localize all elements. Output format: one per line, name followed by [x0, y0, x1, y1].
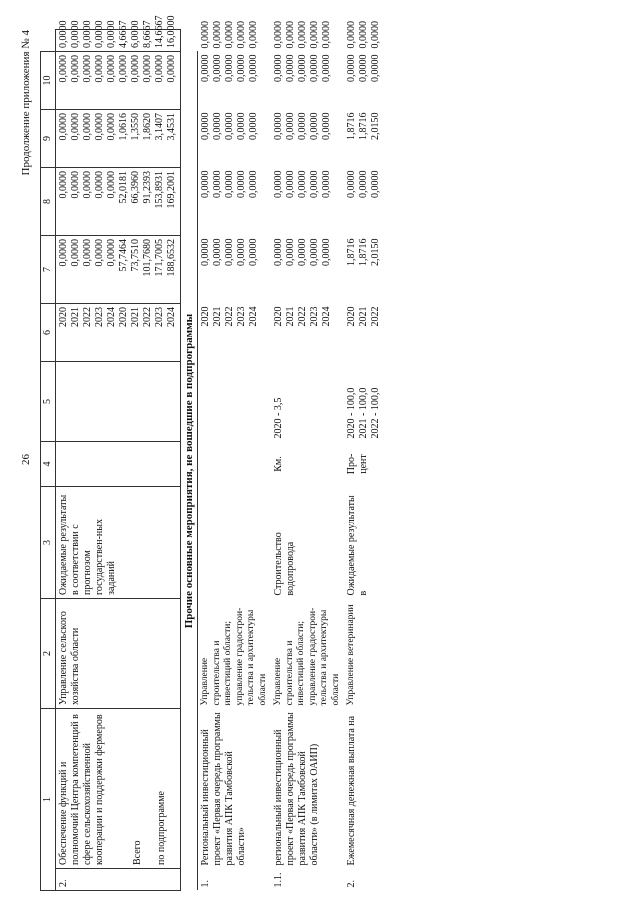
year: 2024	[321, 306, 332, 327]
value-cell: 0,0000	[82, 113, 93, 141]
value-cell: 0,0000	[248, 238, 259, 266]
value-cell: 1,0616	[118, 113, 129, 141]
value-cell: 0,0000	[94, 171, 105, 199]
page-number: 26	[20, 454, 32, 465]
value-cell: 0,0000	[285, 238, 296, 266]
federal-budget	[56, 168, 181, 236]
value-cell: 0,0000	[106, 171, 117, 199]
value-cell: 0,0000	[70, 55, 81, 83]
value-cell: 0,0000	[223, 21, 235, 49]
value-cell: 0,0000	[224, 54, 235, 82]
value-line: 2020 - 100,0	[346, 387, 357, 439]
col-header-2: 2	[41, 599, 56, 709]
value-cell: 0,0000	[58, 113, 69, 141]
value-cell: 0,0000	[346, 21, 357, 49]
value-cell: 0,0000	[321, 21, 332, 49]
value-cell: 0,0000	[212, 238, 223, 266]
year: 2020	[273, 306, 284, 327]
value-line: 2022 - 100,0	[370, 387, 381, 439]
col-header-4: 4	[41, 442, 56, 487]
value-cell: 0,0000	[346, 170, 357, 198]
value-cell: 0,0000	[248, 170, 259, 198]
executor: Управление строительства и инвестиций области; управление градострои-тельства и архитектуры области	[200, 607, 268, 706]
row-number: 1.	[200, 880, 211, 888]
value-cell: 0,0000	[142, 55, 153, 83]
unit	[56, 442, 181, 487]
year: 2021	[358, 306, 369, 327]
year: 2024	[106, 307, 117, 327]
total-label: Всего	[132, 840, 143, 865]
total-amount	[344, 236, 384, 304]
years	[56, 304, 181, 362]
value-cell: 0,0000	[200, 54, 211, 82]
value-cell: 0,0000	[297, 112, 308, 140]
year: 2023	[236, 306, 247, 327]
year: 2020	[200, 306, 211, 327]
value-cell: 0,0000	[273, 170, 284, 198]
year: 2021	[130, 307, 141, 327]
year: 2022	[370, 306, 381, 327]
value-cell: 171,7005	[154, 239, 165, 277]
measure-name: Обеспечение функций и полномочий Центра компетенций в сфере сельскохозяйственной кооперации и поддержки фермеров Всего по подпрограмме	[56, 709, 181, 869]
value-cell: 0,0000	[212, 54, 223, 82]
regional-budget	[344, 110, 384, 168]
value-cell: 0,0000	[236, 112, 247, 140]
col-header-5: 5	[41, 362, 56, 442]
value-cell: 0,0000	[211, 21, 223, 49]
indicator: Ожидаемые результаты в соответствии с прогнозом государствен-ных заданий	[56, 487, 181, 599]
value-cell: 0,0000	[106, 55, 117, 83]
value-cell: 0,0000	[297, 54, 308, 82]
value-cell: 1,8716	[346, 112, 357, 140]
col-header-8: 8	[41, 168, 56, 236]
value-cell: 101,7680	[142, 239, 153, 277]
value-cell: 0,0000	[247, 21, 259, 49]
federal-budget	[198, 168, 272, 236]
year: 2020	[58, 307, 69, 327]
local-budget	[271, 52, 344, 110]
value-cell: 0,0000	[58, 171, 69, 199]
value-cell: 3,4531	[166, 113, 177, 141]
value-cell: 0,0000	[236, 54, 247, 82]
regional-budget	[198, 110, 272, 168]
extrabudgetary	[344, 21, 384, 52]
executor: Управление строительства и инвестиций области; управление градострои-тельства и архитектуры области	[273, 607, 341, 706]
value-cell: 0,0000	[224, 238, 235, 266]
row-number: 2.	[56, 869, 181, 891]
value-cell: 0,0000	[154, 55, 165, 83]
years	[271, 304, 344, 362]
col-header-9: 9	[41, 110, 56, 168]
unit: Км.	[273, 456, 284, 472]
indicator-value	[56, 362, 181, 442]
table-row-monthly-payment	[344, 30, 384, 891]
value-cell: 0,0000	[70, 20, 81, 48]
value-cell: 0,0000	[94, 113, 105, 141]
value-cell: 2,0150	[370, 238, 381, 266]
local-budget	[344, 52, 384, 110]
unit	[198, 442, 272, 487]
value-cell: 0,0000	[346, 54, 357, 82]
col-header-10: 10	[41, 52, 56, 110]
value-cell: 0,0000	[358, 54, 369, 82]
year: 2023	[309, 306, 320, 327]
value-cell: 0,0000	[166, 55, 177, 83]
value-cell: 1,8716	[346, 238, 357, 266]
executor: Управление сельского хозяйства области	[56, 599, 181, 709]
value-cell: 91,2393	[142, 171, 153, 204]
value-cell: 0,0000	[70, 113, 81, 141]
value-cell: 0,0000	[199, 21, 211, 49]
value-cell: 1,8716	[358, 238, 369, 266]
value-cell: 0,0000	[321, 238, 332, 266]
value-cell: 0,0000	[309, 170, 320, 198]
indicator: Ожидаемые результаты в	[346, 495, 369, 596]
value-cell: 0,0000	[106, 20, 117, 48]
table-row-regional-project	[198, 30, 272, 891]
value-cell: 4,6667	[118, 20, 129, 48]
value-cell: 0,0000	[106, 239, 117, 267]
value-cell: 0,0000	[236, 170, 247, 198]
value-cell: 0,0000	[273, 54, 284, 82]
value-cell: 0,0000	[200, 112, 211, 140]
value-cell: 0,0000	[285, 21, 296, 49]
measure-name: Ежемесячная денежная выплата на	[346, 715, 357, 866]
unit: Про-цент	[346, 453, 369, 475]
value-cell: 0,0000	[94, 20, 105, 48]
extrabudgetary	[271, 21, 344, 52]
value-cell: 0,0000	[370, 54, 381, 82]
value-cell: 0,0000	[309, 21, 320, 49]
value-cell: 0,0000	[82, 171, 93, 199]
value-cell: 0,0000	[82, 55, 93, 83]
value-cell: 0,0000	[70, 239, 81, 267]
value-cell: 0,0000	[273, 238, 284, 266]
federal-budget	[344, 168, 384, 236]
value-cell: 0,0000	[82, 20, 93, 48]
year: 2022	[224, 306, 235, 327]
value-cell: 0,0000	[212, 112, 223, 140]
value-cell: 1,3550	[130, 113, 141, 141]
value-cell: 188,6532	[166, 239, 177, 277]
sub-total-label: по подпрограмме	[156, 791, 167, 865]
appendix-table	[40, 15, 384, 891]
value-cell: 0,0000	[118, 55, 129, 83]
total-amount	[271, 236, 344, 304]
value-cell: 0,0000	[224, 170, 235, 198]
federal-budget	[271, 168, 344, 236]
value-cell: 0,0000	[82, 239, 93, 267]
value-cell: 0,0000	[58, 55, 69, 83]
value-cell: 0,0000	[248, 54, 259, 82]
value-cell: 0,0000	[321, 112, 332, 140]
value-cell: 0,0000	[236, 238, 247, 266]
col-header-3: 3	[41, 487, 56, 599]
value-cell: 0,0000	[297, 21, 308, 49]
year: 2020	[346, 306, 357, 327]
value-cell: 0,0000	[224, 112, 235, 140]
col-header-1: 1	[41, 709, 56, 891]
value-cell: 0,0000	[273, 21, 284, 49]
value-cell: 0,0000	[235, 21, 247, 49]
value-cell: 0,0000	[58, 20, 69, 48]
section-title: Прочие основные мероприятия, не вошедшие в подпрограммы	[181, 52, 198, 891]
value-cell: 1,8716	[358, 112, 369, 140]
indicator-value	[344, 362, 384, 442]
value-cell: 0,0000	[273, 112, 284, 140]
indicator	[198, 487, 272, 599]
regional-budget	[56, 110, 181, 168]
value-cell: 2,0150	[370, 112, 381, 140]
value-cell: 0,0000	[200, 238, 211, 266]
value-cell: 0,0000	[309, 54, 320, 82]
value-cell: 0,0000	[285, 54, 296, 82]
value-cell: 0,0000	[285, 170, 296, 198]
value-cell: 0,0000	[358, 170, 369, 198]
value-cell: 0,0000	[370, 170, 381, 198]
extrabudgetary	[56, 15, 181, 52]
col-header-6: 6	[41, 304, 56, 362]
indicator-value: 2020 - 3,5	[273, 397, 284, 439]
row-number: 2.	[346, 880, 357, 888]
year: 2020	[118, 307, 129, 327]
section-title-row	[181, 30, 198, 891]
row-number: 1.1.	[273, 872, 284, 888]
value-cell: 8,6667	[142, 20, 153, 48]
indicator-value	[198, 362, 272, 442]
year: 2023	[94, 307, 105, 327]
value-cell: 73,7510	[130, 239, 141, 272]
value-cell: 169,2001	[166, 171, 177, 209]
measure-name: региональный инвестиционный проект «Первая очередь программы развития АПК Тамбовской области» (в лимитах ОАИП)	[273, 712, 320, 866]
table-row-regional-project-oaip	[271, 30, 344, 891]
year: 2022	[297, 306, 308, 327]
year: 2021	[285, 306, 296, 327]
column-number-row	[41, 30, 56, 891]
value-cell: 57,7464	[118, 239, 129, 272]
years	[198, 304, 272, 362]
total-amount	[198, 236, 272, 304]
value-cell: 0,0000	[297, 170, 308, 198]
years	[344, 304, 384, 362]
value-cell: 66,3960	[130, 171, 141, 204]
value-line: 2021 - 100,0	[358, 387, 369, 439]
value-cell: 0,0000	[94, 55, 105, 83]
table-row-competence-center	[56, 30, 181, 891]
value-cell: 0,0000	[106, 113, 117, 141]
value-cell: 3,1407	[154, 113, 165, 141]
value-cell: 0,0000	[285, 112, 296, 140]
local-budget	[198, 52, 272, 110]
value-cell: 14,6667	[154, 15, 165, 48]
value-cell: 0,0000	[358, 21, 369, 49]
value-cell: 0,0000	[321, 170, 332, 198]
value-cell: 0,0000	[200, 170, 211, 198]
year: 2022	[142, 307, 153, 327]
regional-budget	[271, 110, 344, 168]
value-cell: 0,0000	[212, 170, 223, 198]
value-cell: 0,0000	[370, 21, 381, 49]
year: 2021	[212, 306, 223, 327]
year: 2021	[70, 307, 81, 327]
value-cell: 52,0181	[118, 171, 129, 204]
extrabudgetary	[198, 21, 272, 52]
value-cell: 0,0000	[248, 112, 259, 140]
value-cell: 6,0000	[130, 20, 141, 48]
value-cell: 0,0000	[94, 239, 105, 267]
year: 2023	[154, 307, 165, 327]
value-cell: 0,0000	[70, 171, 81, 199]
year: 2024	[248, 306, 259, 327]
year: 2024	[166, 307, 177, 327]
measure-name: Региональный инвестиционный проект «Первая очередь программы развития АПК Тамбовской области»	[200, 712, 247, 866]
executor: Управление ветеринарии	[346, 604, 356, 706]
value-cell: 16,0000	[166, 15, 177, 48]
value-cell: 153,8931	[154, 171, 165, 209]
value-cell: 0,0000	[130, 55, 141, 83]
year: 2022	[82, 307, 93, 327]
indicator: Строительство водопровода	[273, 532, 296, 596]
value-cell: 0,0000	[297, 238, 308, 266]
value-cell: 0,0000	[309, 112, 320, 140]
value-cell: 0,0000	[321, 54, 332, 82]
value-cell: 0,0000	[309, 238, 320, 266]
value-cell: 1,8620	[142, 113, 153, 141]
local-budget	[56, 52, 181, 110]
col-header-7: 7	[41, 236, 56, 304]
value-cell: 0,0000	[58, 239, 69, 267]
continuation-header: Продолжение приложения № 4	[20, 30, 32, 176]
total-amount	[56, 236, 181, 304]
